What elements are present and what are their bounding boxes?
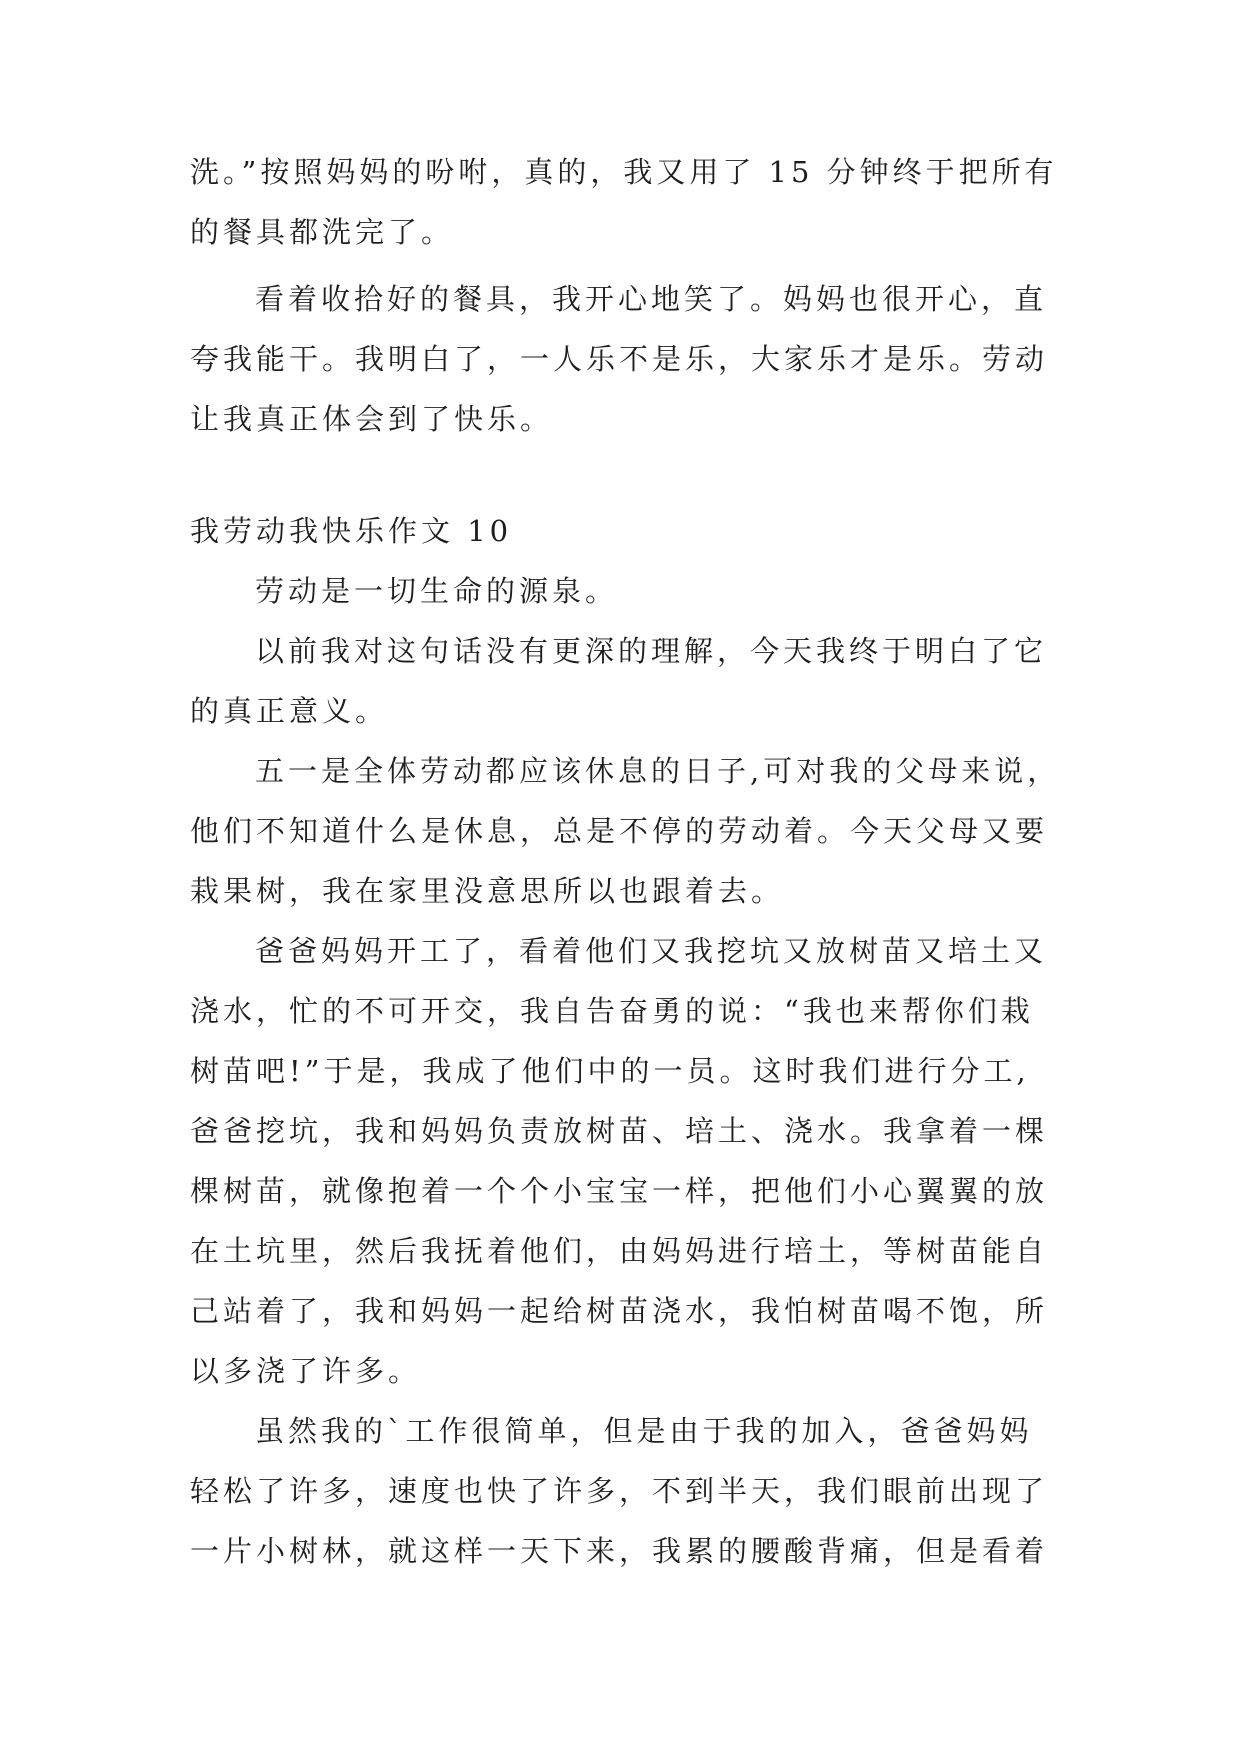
text-line: 他们不知道什么是休息，总是不停的劳动着。今天父母又要 (190, 814, 1049, 848)
section-title: 我劳动我快乐作文 10 (190, 514, 513, 548)
paragraph-start: 劳动是一切生命的源泉。 (255, 574, 619, 608)
text-line: 树苗吧!”于是，我成了他们中的一员。这时我们进行分工, (190, 1054, 1030, 1088)
paragraph-start: 虽然我的`工作很简单，但是由于我的加入，爸爸妈妈 (255, 1414, 1033, 1448)
paragraph-start: 看着收拾好的餐具，我开心地笑了。妈妈也很开心，直 (255, 282, 1048, 316)
text-line: 以多浇了许多。 (190, 1354, 422, 1388)
text-line: 栽果树，我在家里没意思所以也跟着去。 (190, 874, 785, 908)
text-line: 洗。”按照妈妈的吩咐，真的，我又用了 15 分钟终于把所有 (190, 155, 1058, 189)
paragraph-start: 爸爸妈妈开工了，看着他们又我挖坑又放树苗又培土又 (255, 934, 1048, 968)
text-line: 一片小树林，就这样一天下来，我累的腰酸背痛，但是看着 (190, 1534, 1049, 1568)
text-line: 己站着了，我和妈妈一起给树苗浇水，我怕树苗喝不饱，所 (190, 1294, 1049, 1328)
paragraph-start: 五一是全体劳动都应该休息的日子,可对我的父母来说， (255, 754, 1061, 788)
text-line: 的餐具都洗完了。 (190, 215, 455, 249)
text-line: 夸我能干。我明白了，一人乐不是乐，大家乐才是乐。劳动 (190, 342, 1049, 376)
text-line: 在土坑里，然后我抚着他们，由妈妈进行培土，等树苗能自 (190, 1234, 1049, 1268)
text-line: 浇水，忙的不可开交，我自告奋勇的说：“我也来帮你们栽 (190, 994, 1034, 1028)
text-line: 棵树苗，就像抱着一个个小宝宝一样，把他们小心翼翼的放 (190, 1174, 1049, 1208)
paragraph-start: 以前我对这句话没有更深的理解，今天我终于明白了它 (255, 634, 1048, 668)
text-line: 的真正意义。 (190, 694, 389, 728)
text-line: 爸爸挖坑，我和妈妈负责放树苗、培土、浇水。我拿着一棵 (190, 1114, 1049, 1148)
text-line: 让我真正体会到了快乐。 (190, 402, 554, 436)
text-line: 轻松了许多，速度也快了许多，不到半天，我们眼前出现了 (190, 1474, 1049, 1508)
